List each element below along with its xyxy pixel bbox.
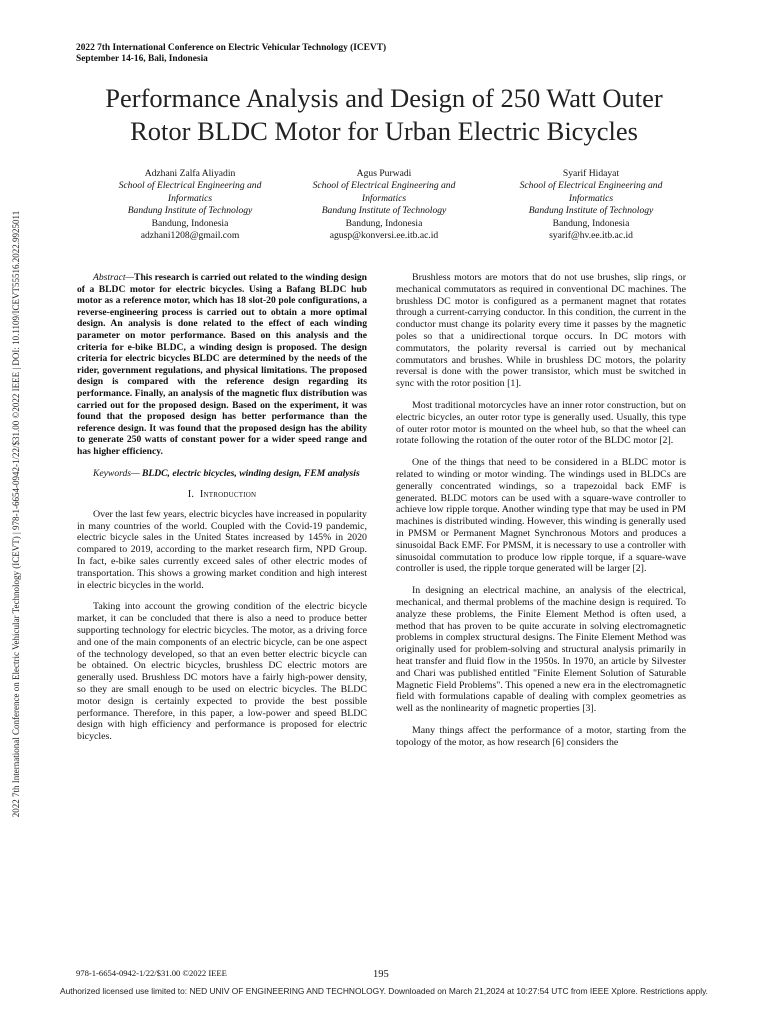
author-affiliation: School of Electrical Engineering and (519, 180, 663, 192)
author-city: Bandung, Indonesia (345, 217, 423, 229)
side-identifier-strip (6, 162, 26, 866)
author-email[interactable]: adzhani1208@gmail.com (140, 230, 240, 242)
paper-title-line-1: Performance Analysis and Design of 250 Watt Outer (105, 83, 663, 113)
keywords-text: BLDC, electric bicycles, winding design, FEM analysis (141, 467, 360, 479)
author-3 (491, 168, 691, 242)
author-institute: Bandung Institute of Technology (127, 205, 253, 217)
abstract (77, 272, 367, 458)
author-institute: Bandung Institute of Technology (321, 205, 447, 217)
body-paragraph: Brushless motors are motors that do not use brushes, slip rings, or mechanical commutators as required in conventional DC machines. The brushless DC motor is configured as a permanent magnet that rotates through a current-carrying conductor. In this condition, the current in the conductor must change its polarity every time it passes by the magnetic poles so that a unidirectional torque occurs. In DC motors with commutators, the polarity reversal is carried out by mechanical commutators and brushes. While in brushless DC motors, the polarity reversal is done with the power transistor, which must be switched in sync with the rotor position [1]. (396, 272, 686, 390)
body-paragraph: Most traditional motorcycles have an inner rotor construction, but on electric bicycles, an outer rotor type is generally used. Usually, this type of outer rotor motor is mounted on the wheel hub, so that the wheel can rotate following the rotation of the outer rotor of the BLDC motor [2]. (396, 399, 686, 447)
conference-date-location: September 14-16, Bali, Indonesia (76, 54, 208, 64)
author-2 (284, 168, 484, 242)
author-1 (90, 168, 290, 242)
author-affiliation: School of Electrical Engineering and (312, 180, 456, 192)
author-city: Bandung, Indonesia (151, 217, 229, 229)
author-affiliation: Informatics (167, 192, 213, 204)
author-institute: Bandung Institute of Technology (528, 205, 654, 217)
page-number: 195 (373, 969, 389, 980)
abstract-label: Abstract— (93, 272, 135, 283)
author-affiliation: School of Electrical Engineering and (118, 180, 262, 192)
section-number: I. (187, 489, 195, 501)
abstract-text: This research is carried out related to the winding design of a BLDC motor for electric bicycles. Using a Bafang BLDC hub motor as a reference motor, which has 18 slot-20 pole configurations, a reverse-engineering process is carried out to obtain a more optimal design. An analysis is done related to the effect of each winding parameter on motor performance. Based on this analysis and the criteria for e-bike BLDC, a winding design is proposed. The design criteria for electric bicycles BLDC are determined by the needs of the rider, government regulations, and physical limitations. The proposed design is compared with the reference design regarding its performance. Finally, an analysis of the magnetic flux distribution was carried out for the proposed design. Based on the experiment, it was found that the proposed design has better performance than the reference design. It was found that the proposed design has the ability to generate 250 watts of constant power for a wider speed range and has higher efficiency. (77, 272, 367, 457)
author-block (0, 168, 768, 248)
conference-header (76, 43, 386, 65)
section-title: Introduction (199, 489, 257, 501)
footer-isbn: 978-1-6654-0942-1/22/$31.00 ©2022 IEEE (76, 968, 227, 978)
author-city: Bandung, Indonesia (552, 217, 630, 229)
side-identifier-text: 2022 7th International Conference on Electric Vehicular Technology (ICEVT) | 978-1-6654-0942-1/22/$31.00 ©2022 IEEE | DOI: 10.1109/ICEVT55516.2022.9925011 (11, 210, 21, 818)
author-email[interactable]: syarif@hv.ee.itb.ac.id (549, 230, 633, 242)
paper-title (60, 82, 708, 148)
paper-title-line-2: Rotor BLDC Motor for Urban Electric Bicycles (130, 116, 638, 146)
keywords-label: Keywords— (93, 467, 142, 479)
author-affiliation: Informatics (568, 192, 614, 204)
author-name: Adzhani Zalfa Aliyadin (144, 168, 236, 179)
left-column (77, 272, 367, 753)
right-column (396, 272, 686, 758)
body-paragraph: Taking into account the growing condition of the electric bicycle market, it can be concluded that there is also a need to produce better supporting technology for electric bicycles. The motor, as a driving force and one of the main components of an electric bicycle, can be one aspect of the technology developed, so that an even better electric bicycle can be obtained. On electric bicycles, brushless DC electric motors are generally used. Brushless DC motors have a fairly high-power density, so they are small enough to be used on electric bicycles. The BLDC motor design is certainly expected to provide the best possible performance. Therefore, in this paper, a low-power and speed BLDC design with high efficiency and performance is proposed for electric bicycles. (77, 601, 367, 743)
license-notice: Authorized licensed use limited to: NED UNIV OF ENGINEERING AND TECHNOLOGY. Downloaded on March 21,2024 at 10:27:54 UTC from IEEE Xplore. Restrictions apply. (60, 986, 708, 996)
author-affiliation: Informatics (361, 192, 407, 204)
conference-name: 2022 7th International Conference on Electric Vehicular Technology (ICEVT) (76, 43, 387, 53)
keywords (77, 468, 367, 480)
author-email[interactable]: agusp@konversi.ee.itb.ac.id (329, 230, 439, 242)
author-name: Syarif Hidayat (562, 168, 620, 179)
body-paragraph: One of the things that need to be considered in a BLDC motor is related to winding or motor winding. The windings used in BLDCs are generally concentrated windings, so a trapezoidal back EMF is generated. BLDC motors can be used with a square-wave controller to achieve low ripple torque. Another winding type that may be used in PM machines is distributed winding. However, this winding is generally used in PMSM or Permanent Magnet Synchronous Motors and produces a sinusoidal Back EMF. For PMSM, it is necessary to use a controller with sinusoidal commutation to produce low ripple torque, if a square-wave controller is used, the ripple torque generated will be larger [2]. (396, 457, 686, 575)
body-paragraph: Many things affect the performance of a motor, starting from the topology of the motor, as how research [6] considers the (396, 724, 686, 748)
body-paragraph: Over the last few years, electric bicycles have increased in popularity in many countries of the world. Coupled with the Covid-19 pandemic, electric bicycle sales in the United States increased by 145% in 2020 compared to 2019, according to the market research firm, NPD Group. In fact, e-bike sales currently exceed sales of other electric modes of transportation. This shows a growing market condition and high interest in electric bicycles in the world. (77, 508, 367, 591)
author-name: Agus Purwadi (356, 168, 412, 179)
section-heading-introduction (77, 489, 367, 501)
body-paragraph: In designing an electrical machine, an analysis of the electrical, mechanical, and thermal problems of the machine design is required. To analyze these problems, the Finite Element Method is often used, a method that has proven to be quite accurate in solving electromagnetic problems in complex structural designs. The Finite Element Method was originally used for problem-solving and structural analysis primarily in heat transfer and fluid flow in the 1950s. In 1970, an article by Silvester and Chari was published entitled "Finite Element Solution of Saturable Magnetic Field Problems". This opened a new era in the electromagnetic field with formulations capable of dealing with complex geometries as well as the nonlinearity of magnetic properties [3]. (396, 585, 686, 715)
